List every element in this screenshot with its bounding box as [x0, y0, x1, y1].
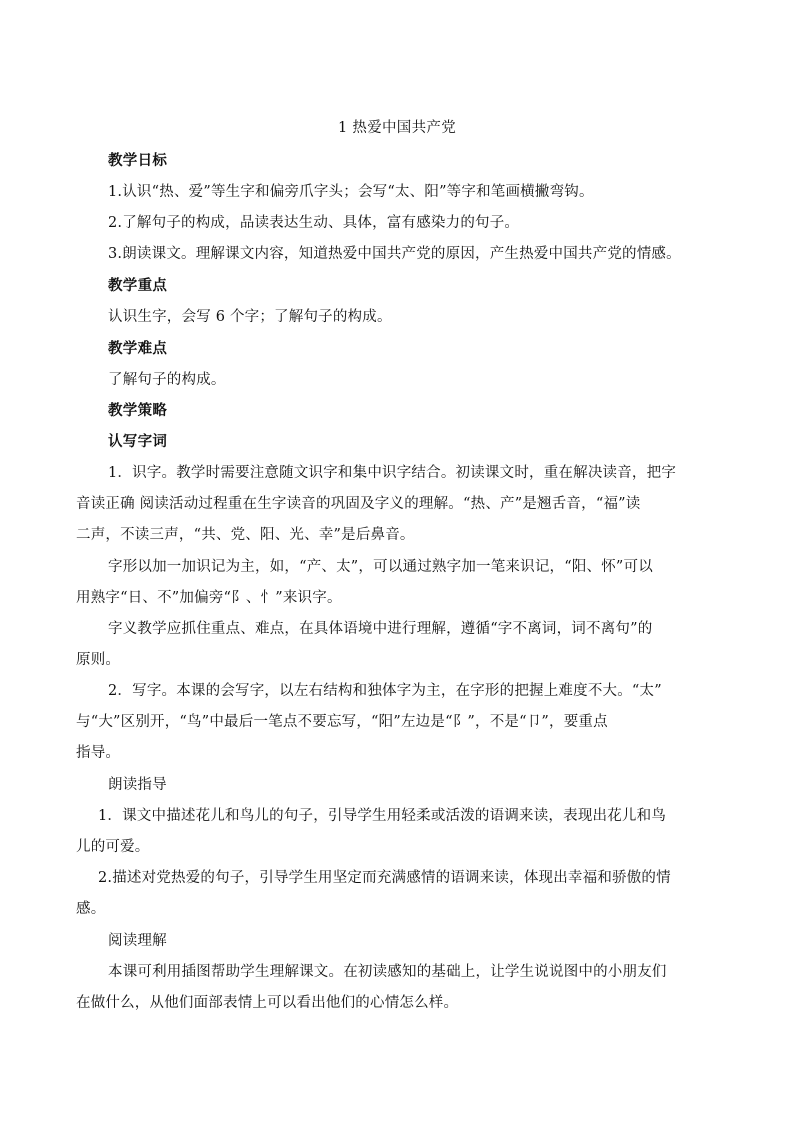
goal-item-1: 1.认识“热、爱”等生字和偏旁爪字头；会写“太、阳”等字和笔画横撇弯钩。 — [108, 184, 594, 200]
literacy-p1-line-1: 1．识字。教学时需要注意随文识字和集中识字结合。初读课文时，重在解决读音，把字 — [108, 465, 677, 481]
writing-p4-line-1: 2．写字。本课的会写字，以左右结构和独体字为主，在字形的把握上难度不大。“太” — [108, 683, 662, 699]
literacy-p3-line-1: 字义教学应抓住重点、难点，在具体语境中进行理解，遵循“字不离词，词不离句”的 — [108, 621, 653, 637]
reading-p1-line-2: 儿的可爱。 — [76, 839, 150, 855]
writing-p4-line-2: 与“大”区别开，“鸟”中最后一笔点不要忘写，“阳”左边是“阝”，不是“卩”，要重点 — [76, 714, 608, 730]
comprehension-heading: 阅读理解 — [108, 933, 167, 949]
difficulties-heading: 教学难点 — [108, 340, 168, 357]
literacy-p1-line-2: 音读正确 阅读活动过程重在生字读音的巩固及字义的理解。“热、产”是翘舌音，“福”读 — [76, 496, 641, 512]
reading-p1-line-1: 1．课文中描述花儿和鸟儿的句子，引导学生用轻柔或活泼的语调来读，表现出花儿和鸟 — [98, 808, 667, 824]
literacy-p1-line-3: 二声，不读三声，“共、党、阳、光、幸”是后鼻音。 — [76, 527, 415, 543]
literacy-subheading: 认写字词 — [108, 433, 168, 450]
goals-heading: 教学日标 — [108, 152, 168, 169]
writing-p4-line-3: 指导。 — [76, 745, 121, 761]
reading-guide-heading: 朗读指导 — [108, 777, 167, 793]
comprehension-p1-line-1: 本课可利用插图帮助学生理解课文。在初读感知的基础上，让学生说说图中的小朋友们 — [108, 964, 667, 980]
difficulties-text: 了解句子的构成。 — [108, 372, 226, 388]
literacy-p2-line-1: 字形以加一加识记为主，如，“产、太”，可以通过熟字加一笔来识记，“阳、怀”可以 — [108, 559, 653, 575]
lesson-title: 1 热爱中国共产党 — [337, 120, 457, 136]
goal-item-2: 2.了解句子的构成，品读表达生动、具体，富有感染力的句子。 — [108, 215, 520, 231]
key-points-text: 认识生字，会写 6 个字；了解句子的构成。 — [108, 309, 392, 325]
literacy-p3-line-2: 原则。 — [76, 652, 121, 668]
strategy-heading: 教学策略 — [108, 402, 168, 419]
key-points-heading: 教学重点 — [108, 277, 168, 294]
comprehension-p1-line-2: 在做什么，从他们面部表情上可以看出他们的心情怎么样。 — [76, 995, 459, 1011]
literacy-p2-line-2: 用熟字“日、不”加偏旁“阝、忄”来识字。 — [76, 590, 342, 606]
goal-item-3: 3.朗读课文。理解课文内容，知道热爱中国共产党的原因，产生热爱中国共产党的情感。 — [108, 246, 681, 262]
reading-p2-line-2: 感。 — [76, 901, 106, 917]
reading-p2-line-1: 2.描述对党热爱的句子，引导学生用坚定而充满感情的语调来读，体现出幸福和骄傲的情 — [98, 870, 671, 886]
